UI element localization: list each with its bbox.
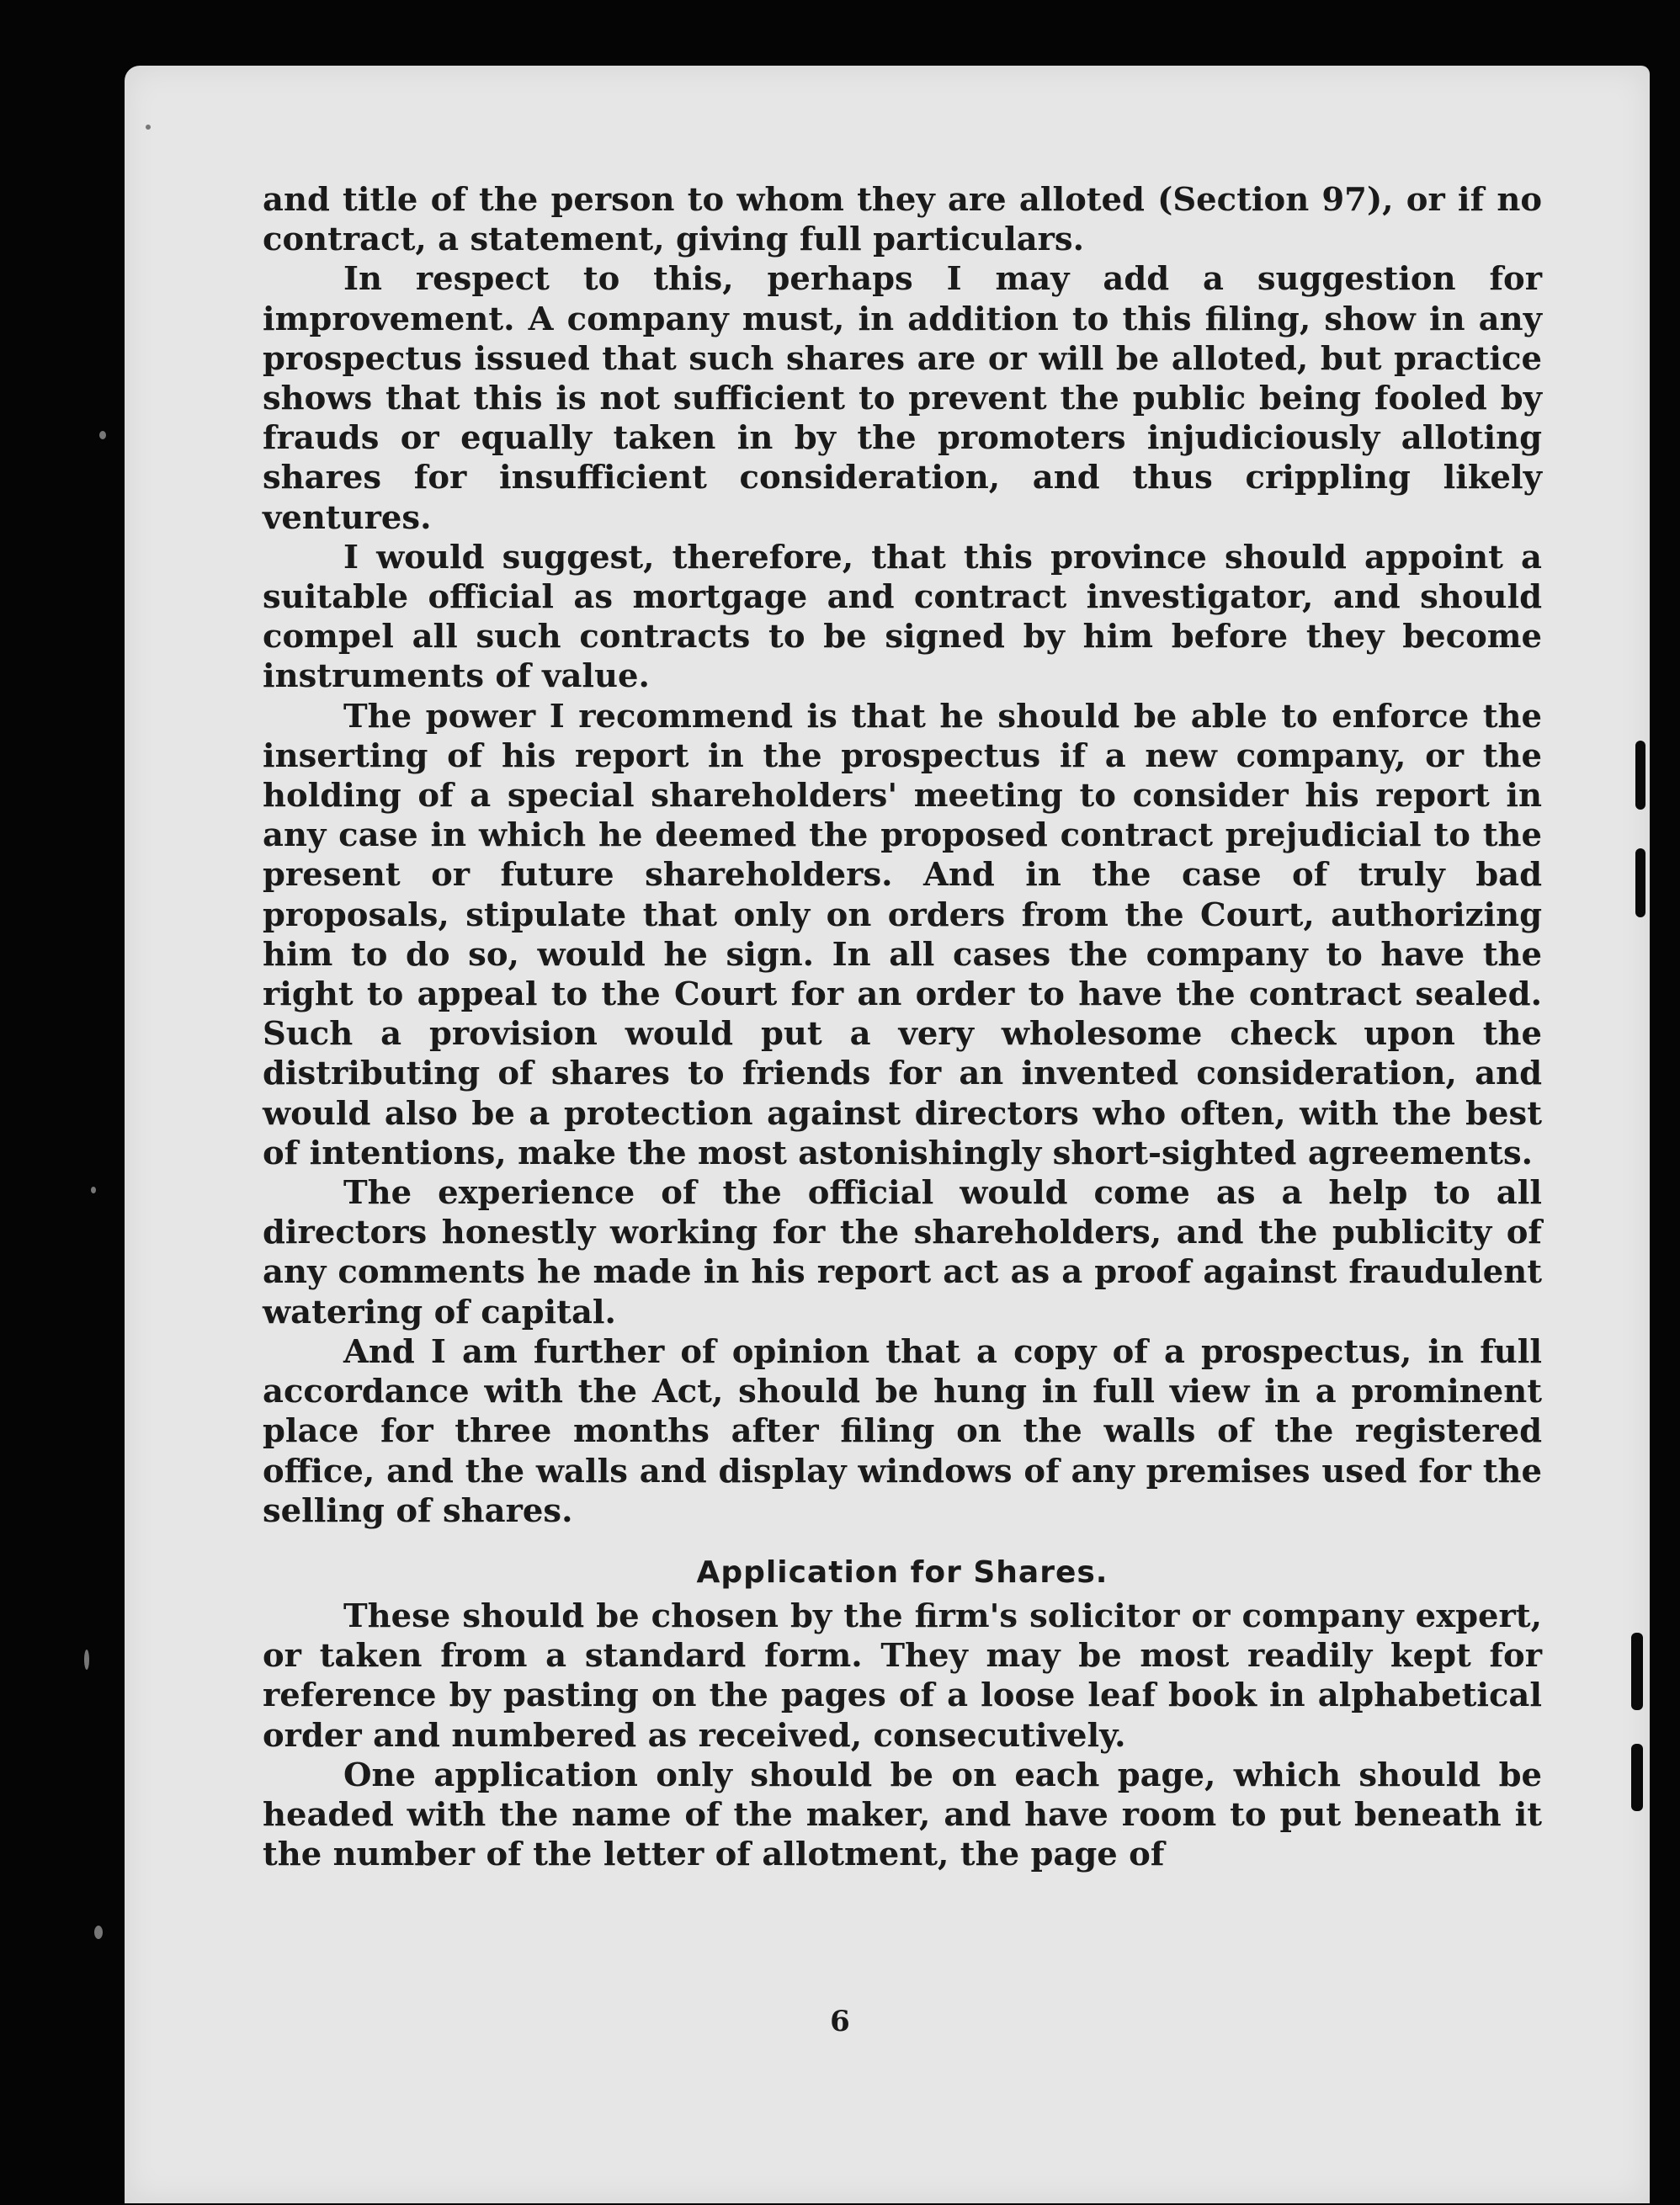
paragraph: The experience of the official would come as a help to all directors honestly working for the shareholders, and the publicity of any comments he made in his report act as a proof against fraudulent watering of capital. xyxy=(263,1174,1542,1331)
margin-mark xyxy=(1635,741,1645,810)
margin-mark xyxy=(1631,1633,1643,1710)
scan-speck xyxy=(91,1187,96,1193)
paragraph: And I am further of opinion that a copy of a prospectus, in full accordance with the Act, should be hung in full view in a prominent place for three months after filing on the walls of the registered office, and the walls and display windows of any premises used for the selling of shares. xyxy=(263,1332,1542,1530)
paragraph: The power I recommend is that he should be able to enforce the inserting of his report in the prospectus if a new company, or the holding of a special shareholders' meeting to consider his report in any case in which he deemed the proposed contract prejudicial to the present or future shareholders. And in the case of truly bad proposals, stipulate that only on orders from the Court, authorizing him to do so, would he sign. In all cases the company to have the right to appeal to the Court for an order to have the contract sealed. Such a provision would put a very wholesome check upon the distributing of shares to friends for an invented consideration, and would also be a protection against directors who often, with the best of intentions, make the most astonishingly short-sighted agreements. xyxy=(263,697,1542,1172)
paragraph-continuation: and title of the person to whom they are alloted (Section 97), or if no contract, a statement, giving full particulars. xyxy=(263,181,1542,259)
paragraph: These should be chosen by the firm's solicitor or company expert, or taken from a standard form. They may be most readily kept for reference by pasting on the pages of a loose leaf book in alphabetical order and numbered as received, consecutively. xyxy=(263,1597,1542,1755)
scan-speck xyxy=(99,431,106,439)
margin-mark xyxy=(1635,848,1645,917)
section-heading: Application for Shares. xyxy=(696,1554,1108,1590)
page-number: 6 xyxy=(830,2005,850,2038)
margin-mark xyxy=(1631,1744,1643,1811)
paragraph: I would suggest, therefore, that this province should appoint a suitable official as mortgage and contract investigator, and should compel all such contracts to be signed by him before they become instruments of value. xyxy=(263,538,1542,696)
paragraph: In respect to this, perhaps I may add a suggestion for improvement. A company must, in addition to this filing, show in any prospectus issued that such shares are or will be alloted, but practice shows that this is not sufficient to prevent the public being fooled by frauds or equally taken in by the promoters injudiciously alloting shares for insufficient consideration, and thus crippling likely ventures. xyxy=(263,260,1542,537)
scan-speck xyxy=(84,1650,89,1670)
page-text xyxy=(263,180,1542,1874)
paragraph: One application only should be on each page, which should be headed with the name of the maker, and have room to put beneath it the number of the letter of allotment, the page of xyxy=(263,1756,1542,1874)
scan-speck xyxy=(94,1926,103,1939)
scan-speck xyxy=(146,125,151,130)
